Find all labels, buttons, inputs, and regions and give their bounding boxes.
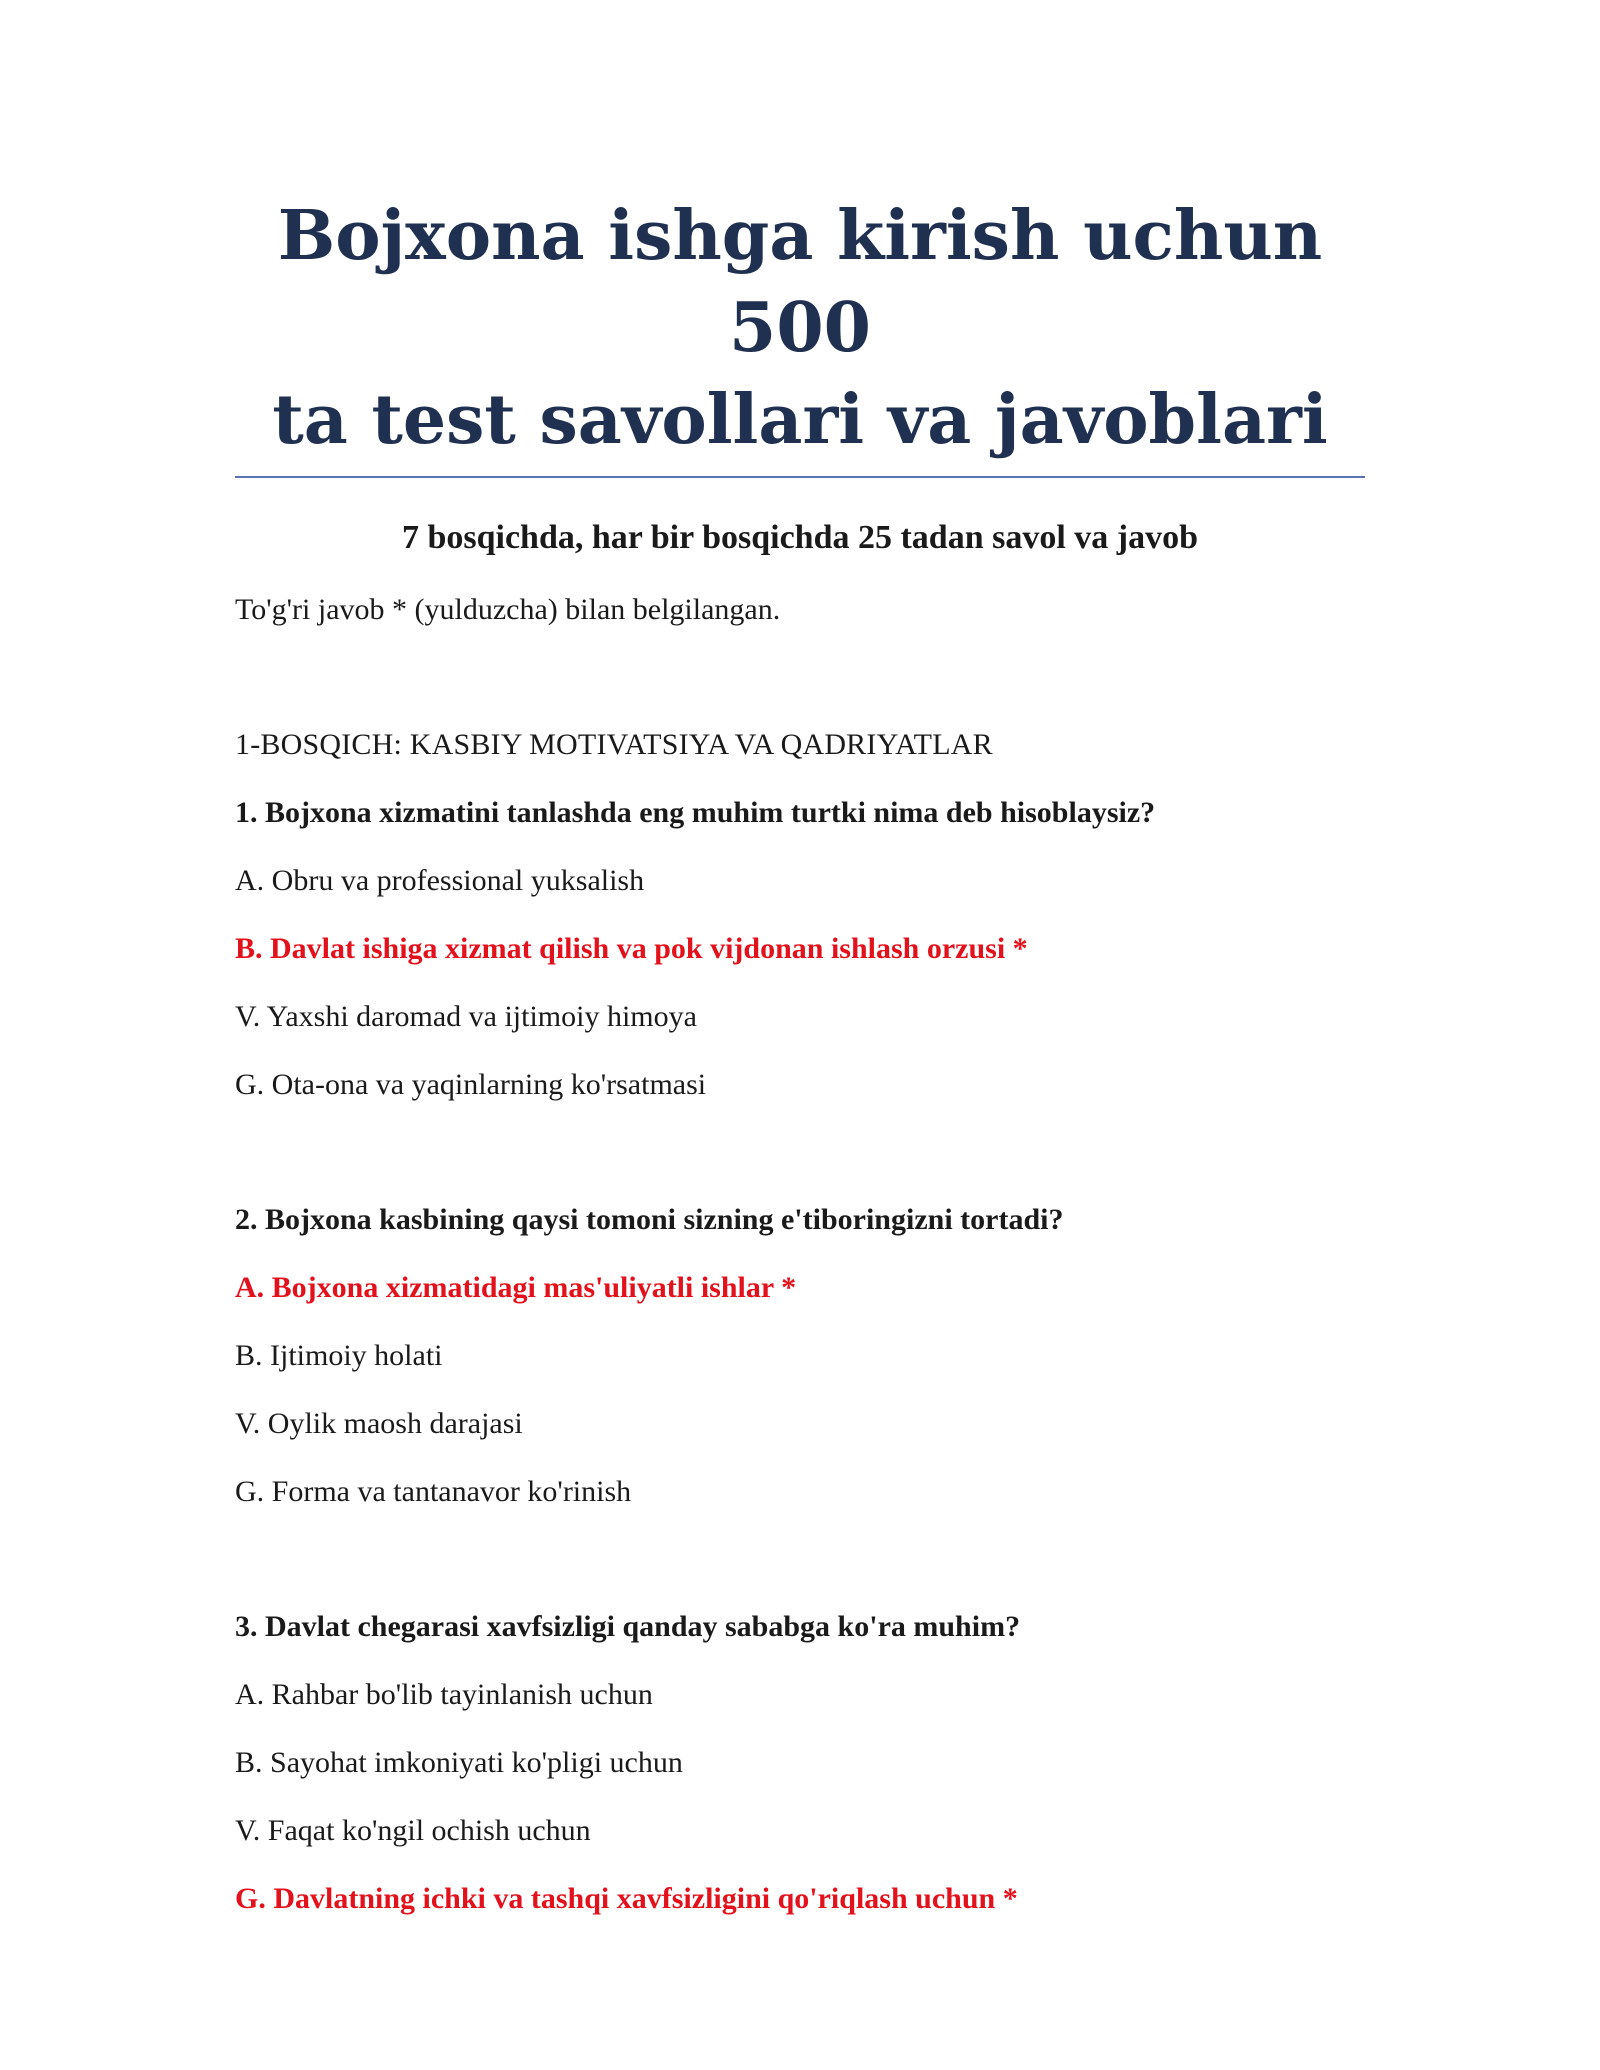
answer-option: B. Ijtimoiy holati [235, 1339, 443, 1372]
question-block [235, 1200, 1365, 1512]
answer-option: G. Ota-ona va yaqinlarning ko'rsatmasi [235, 1068, 707, 1101]
question-block [235, 1607, 1365, 1919]
question-text: 1. Bojxona xizmatini tanlashda eng muhim turtki nima deb hisoblaysiz? [235, 796, 1156, 829]
answer-option: V. Oylik maosh darajasi [235, 1407, 523, 1440]
subtitle: 7 bosqichda, har bir bosqichda 25 tadan savol va javob [401, 519, 1199, 556]
correct-answer-option: B. Davlat ishiga xizmat qilish va pok vijdonan ishlash orzusi * [235, 932, 1028, 965]
answer-option: V. Faqat ko'ngil ochish uchun [235, 1814, 591, 1847]
document-page [235, 190, 1365, 1919]
question-text: 2. Bojxona kasbining qaysi tomoni sizning e'tiboringizni tortadi? [235, 1203, 1064, 1236]
answer-option: G. Forma va tantanavor ko'rinish [235, 1475, 632, 1508]
question-text: 3. Davlat chegarasi xavfsizligi qanday sababga ko'ra muhim? [235, 1610, 1021, 1643]
section-heading: 1-BOSQICH: KASBIY MOTIVATSIYA VA QADRIYATLAR [235, 728, 993, 761]
answer-option: A. Obru va professional yuksalish [235, 864, 645, 897]
correct-answer-option: G. Davlatning ichki va tashqi xavfsizligini qo'riqlash uchun * [235, 1882, 1018, 1915]
correct-answer-option: A. Bojxona xizmatidagi mas'uliyatli ishlar * [235, 1271, 797, 1304]
question-block [235, 793, 1365, 1105]
title-divider [235, 476, 1365, 478]
answer-option: A. Rahbar bo'lib tayinlanish uchun [235, 1678, 653, 1711]
answer-option: B. Sayohat imkoniyati ko'pligi uchun [235, 1746, 683, 1779]
title-line-2: ta test savollari va javoblari [272, 380, 1328, 460]
answer-option: V. Yaxshi daromad va ijtimoiy himoya [235, 1000, 697, 1033]
answer-note: To'g'ri javob * (yulduzcha) bilan belgilangan. [235, 593, 781, 626]
title-line-1: Bojxona ishga kirish uchun 500 [277, 196, 1323, 368]
document-title [235, 190, 1365, 472]
